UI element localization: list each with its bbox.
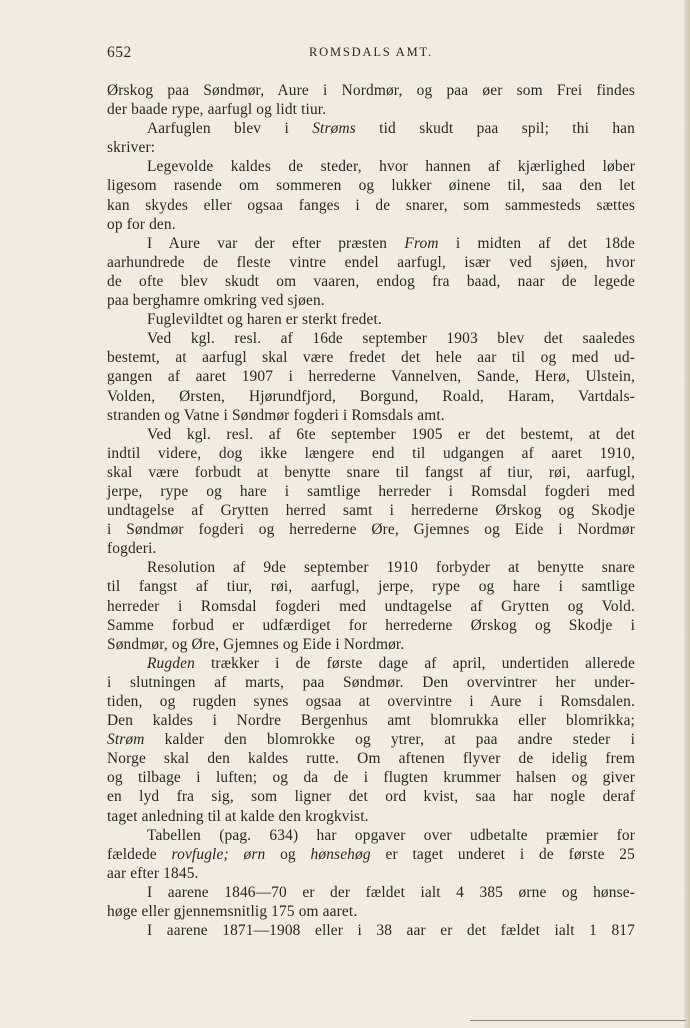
text-segment: indtil videre, dog ikke længere end til udgangen af aaret 1910, [107, 444, 635, 462]
text-segment: Norge skal den kaldes rutte. Om aftenen flyver de idelig frem [107, 750, 635, 768]
text-segment: er taget underet i de første 25 [370, 845, 635, 863]
text-segment: Fuglevildtet og haren er sterkt fredet. [147, 311, 382, 329]
text-line [107, 577, 635, 596]
text-line [107, 807, 635, 826]
text-line [107, 253, 635, 272]
text-segment: aarhundrede de fleste vintre endel aarfugl, især ved sjøen, hvor [107, 253, 635, 271]
text-line [107, 234, 635, 253]
text-line [107, 826, 635, 845]
text-segment: trækker i de første dage af april, undertiden allerede [194, 654, 635, 672]
text-line [107, 864, 635, 883]
text-line [107, 654, 635, 673]
text-line [107, 215, 635, 234]
text-segment: en lyd fra sig, som ligner det ord kvist, saa har nogle deraf [107, 788, 635, 806]
text-segment: paa berghamre omkring ved sjøen. [107, 292, 325, 310]
text-segment: skriver: [107, 139, 156, 157]
text-segment: gangen af aaret 1907 i herrederne Vannelven, Sande, Herø, Ulstein, [107, 368, 635, 386]
text-line [107, 100, 635, 119]
text-line [107, 444, 635, 463]
page-number: 652 [107, 44, 132, 61]
text-segment: tiden, og rugden synes ogsaa at overvintre i Aure i Romsdalen. [107, 693, 635, 710]
body-text [107, 81, 635, 940]
text-segment: i slutningen af marts, paa Søndmør. Den overvintrer her under- [107, 673, 635, 691]
text-line [107, 367, 635, 386]
text-segment: Ørskog paa Søndmør, Aure i Nordmør, og paa øer som Frei findes [107, 82, 635, 99]
text-segment: fældede [107, 845, 172, 863]
bottom-rule [470, 1020, 686, 1021]
text-segment: i Søndmør fogderi og herrederne Øre, Gjemnes og Eide i Nordmør [107, 521, 635, 539]
text-line [107, 482, 635, 501]
text-segment: til fangst af tiur, røi, aarfugl, jerpe, rype og hare i samtlige [107, 578, 635, 596]
text-segment: jerpe, rype og hare i samtlige herreder i Romsdal fogderi med [107, 482, 635, 500]
text-line [107, 291, 635, 310]
text-segment: Samme forbud er udfærdiget for herrederne Ørskog og Skodje i [107, 616, 635, 634]
text-line [107, 845, 635, 864]
text-line [107, 501, 635, 520]
text-segment: I aarene 1871—1908 eller i 38 aar er det fældet ialt 1 817 [147, 922, 635, 940]
text-segment: bestemt, at aarfugl skal være fredet det hele aar til og med ud- [107, 349, 635, 367]
text-segment: Tabellen (pag. 634) har opgaver over udbetalte præmier for [147, 826, 635, 844]
text-segment: undtagelse af Grytten herred samt i herrederne Ørskog og Skodje [107, 502, 635, 520]
text-line [107, 348, 635, 367]
text-segment: herreder i Romsdal fogderi med undtagelse af Grytten og Vold. [107, 597, 635, 615]
text-line [107, 616, 635, 635]
text-segment: Ved kgl. resl. af 6te september 1905 er det bestemt, at det [147, 425, 635, 443]
italic-text: From [404, 234, 439, 252]
text-segment: Ved kgl. resl. af 16de september 1903 blev det saaledes [147, 330, 635, 348]
text-line [107, 787, 635, 806]
text-segment: Volden, Ørsten, Hjørundfjord, Borgund, Roald, Haram, Vartdals- [107, 387, 635, 405]
text-line [107, 520, 635, 539]
text-line [107, 558, 635, 577]
text-line [107, 921, 635, 940]
text-line [107, 635, 635, 654]
text-line [107, 387, 635, 406]
text-segment: skal være forbudt at benytte snare til fangst af tiur, røi, aarfugl, [107, 463, 635, 481]
text-line [107, 463, 635, 482]
text-line [107, 539, 635, 558]
italic-text: Strøm [107, 731, 145, 749]
text-line [107, 711, 635, 730]
text-segment: kan skydes eller ogsaa fanges i de snarer, som sammesteds sættes [107, 196, 635, 214]
text-segment: Resolution af 9de september 1910 forbyder at benytte snare [147, 559, 635, 577]
text-segment: i midten af det 18de [438, 234, 635, 252]
page-edge [684, 0, 690, 1028]
text-line [107, 272, 635, 291]
text-segment: Den kaldes i Nordre Bergenhus amt blomrukka eller blomrikka; [107, 712, 635, 730]
text-segment: der baade rype, aarfugl og lidt tiur. [107, 101, 327, 119]
text-segment: stranden og Vatne i Søndmør fogderi i Romsdals amt. [107, 406, 445, 424]
text-line [107, 176, 635, 195]
text-line [107, 157, 635, 176]
text-segment: kalder den blomrokke og ytrer, at paa andre steder i [144, 731, 635, 749]
text-line [107, 81, 635, 100]
text-line [107, 749, 635, 768]
text-line [107, 119, 635, 138]
text-segment: Aarfuglen blev i [147, 120, 313, 138]
text-segment: tid skudt paa spil; thi han [355, 120, 635, 138]
text-segment: høge eller gjennemsnitlig 175 om aaret. [107, 903, 358, 921]
italic-text: Strøms [312, 120, 356, 138]
text-segment: I aarene 1846—70 er der fældet ialt 4 385 ørne og hønse- [147, 883, 635, 901]
text-line [107, 329, 635, 348]
page-header [107, 44, 635, 66]
italic-text: rovfugle; ørn [171, 845, 266, 863]
text-line [107, 883, 635, 902]
text-segment: taget anledning til at kalde den krogkvist. [107, 807, 369, 825]
text-segment: de ofte blev skudt om vaaren, endog fra baad, naar de legede [107, 272, 635, 290]
italic-text: hønsehøg [310, 845, 371, 863]
text-line [107, 902, 635, 921]
text-line [107, 673, 635, 692]
text-segment: og tilbage i luften; og da de i flugten krummer halsen og giver [107, 769, 635, 787]
text-line [107, 597, 635, 616]
text-segment: fogderi. [107, 540, 157, 558]
text-segment: og [265, 845, 311, 863]
text-segment: I Aure var der efter præsten [147, 234, 405, 252]
text-line [107, 692, 635, 711]
running-title: ROMSDALS AMT. [309, 45, 433, 59]
text-line [107, 406, 635, 425]
text-line [107, 310, 635, 329]
text-line [107, 138, 635, 157]
italic-text: Rugden [147, 654, 195, 672]
text-segment: ligesom rasende om sommeren og lukker øinene til, saa den let [107, 177, 635, 195]
text-segment: op for den. [107, 215, 176, 233]
text-segment: Legevolde kaldes de steder, hvor hannen af kjærlighed løber [147, 158, 635, 176]
text-segment: aar efter 1845. [107, 864, 199, 882]
text-segment: Søndmør, og Øre, Gjemnes og Eide i Nordmør. [107, 635, 405, 653]
text-line [107, 196, 635, 215]
text-line [107, 425, 635, 444]
text-line [107, 730, 635, 749]
text-line [107, 768, 635, 787]
